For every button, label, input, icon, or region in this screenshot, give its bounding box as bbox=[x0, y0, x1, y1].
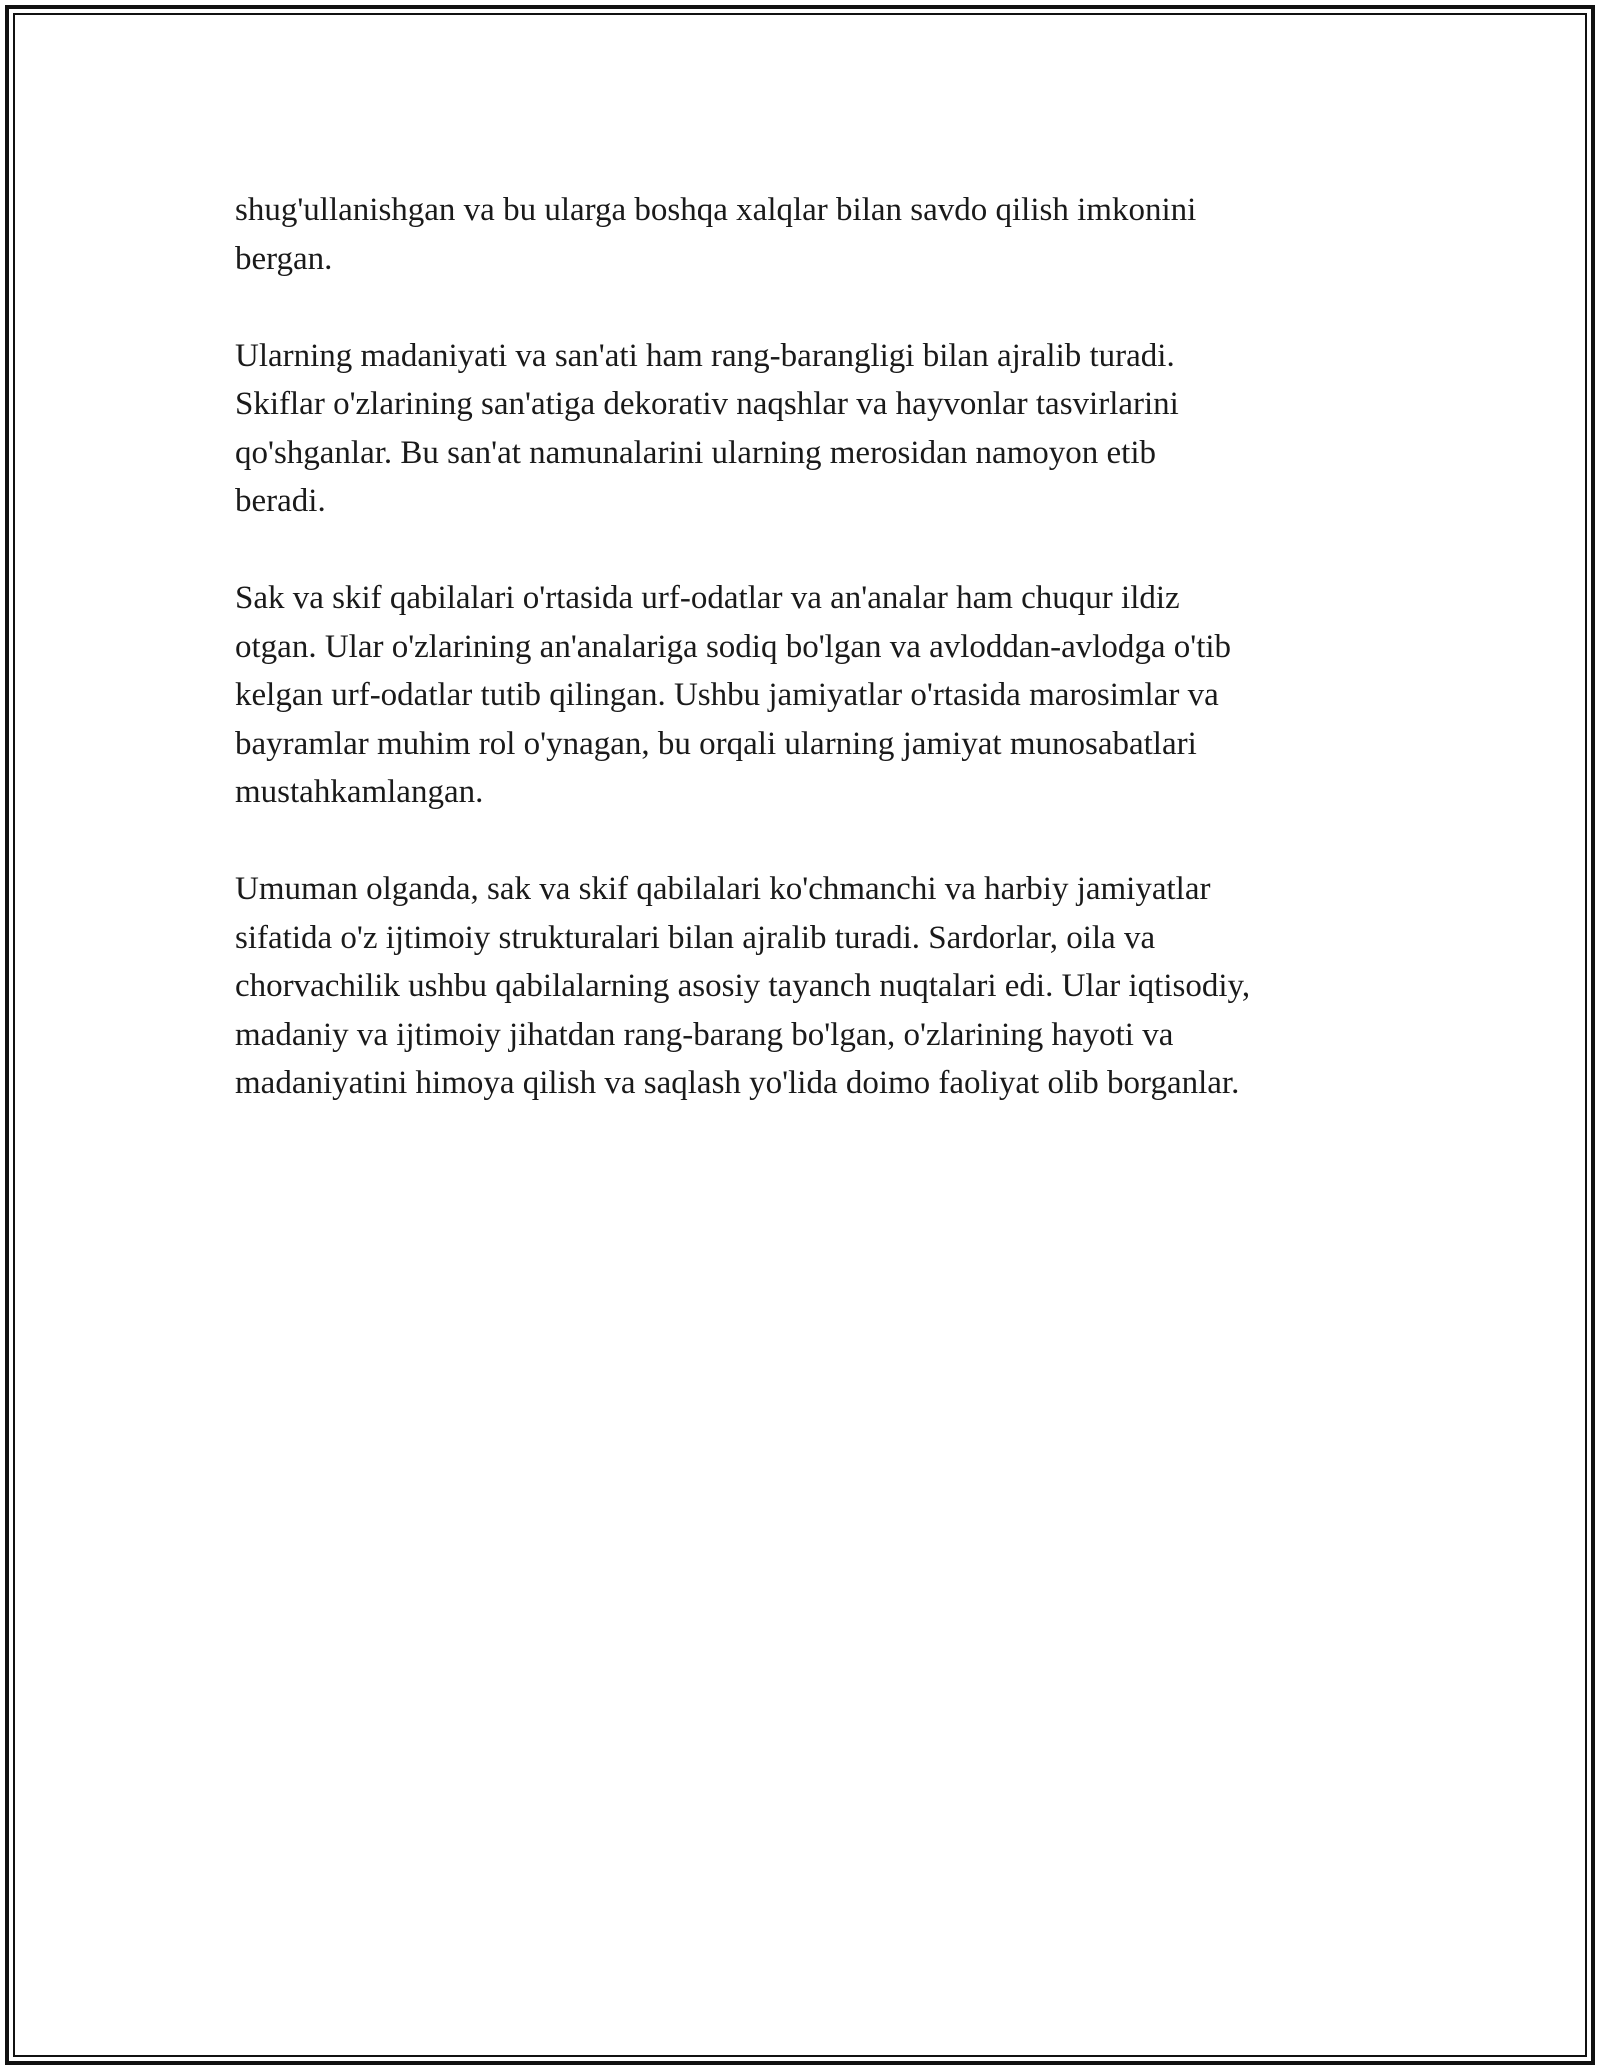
text-line: shug'ullanishgan va bu ularga boshqa xalqlar bilan savdo qilish imkonini bbox=[235, 192, 1197, 228]
paragraph-2 bbox=[235, 332, 1385, 526]
text-line: Sak va skif qabilalari o'rtasida urf-odatlar va an'analar ham chuqur ildiz bbox=[235, 580, 1180, 616]
text-line: bergan. bbox=[235, 240, 333, 277]
text-line: sifatida o'z ijtimoiy strukturalari bilan ajralib turadi. Sardorlar, oila va bbox=[235, 919, 1156, 956]
text-line: madaniy va ijtimoiy jihatdan rang-barang bo'lgan, o'zlarining hayoti va bbox=[235, 1016, 1174, 1053]
paragraph-1 bbox=[235, 186, 1385, 283]
text-line: Skiflar o'zlarining san'atiga dekorativ naqshlar va hayvonlar tasvirlarini bbox=[235, 386, 1179, 422]
text-line: otgan. Ular o'zlarining an'analariga sodiq bo'lgan va avloddan-avlodga o'tib bbox=[235, 628, 1232, 665]
text-line: beradi. bbox=[235, 483, 326, 519]
document-body bbox=[235, 186, 1385, 1156]
paragraph-4 bbox=[235, 865, 1385, 1108]
text-line: kelgan urf-odatlar tutib qilingan. Ushbu jamiyatlar o'rtasida marosimlar va bbox=[235, 677, 1219, 713]
paragraph-3 bbox=[235, 574, 1385, 817]
text-line: chorvachilik ushbu qabilalarning asosiy tayanch nuqtalari edi. Ular iqtisodiy, bbox=[235, 968, 1251, 1004]
text-line: madaniyatini himoya qilish va saqlash yo'lida doimo faoliyat olib borganlar. bbox=[235, 1065, 1240, 1101]
text-line: Umuman olganda, sak va skif qabilalari ko'chmanchi va harbiy jamiyatlar bbox=[235, 871, 1211, 907]
text-line: Ularning madaniyati va san'ati ham rang-barangligi bilan ajralib turadi. bbox=[235, 337, 1175, 374]
text-line: qo'shganlar. Bu san'at namunalarini ularning merosidan namoyon etib bbox=[235, 434, 1157, 471]
text-line: mustahkamlangan. bbox=[235, 774, 484, 810]
text-line: bayramlar muhim rol o'ynagan, bu orqali ularning jamiyat munosabatlari bbox=[235, 725, 1197, 762]
